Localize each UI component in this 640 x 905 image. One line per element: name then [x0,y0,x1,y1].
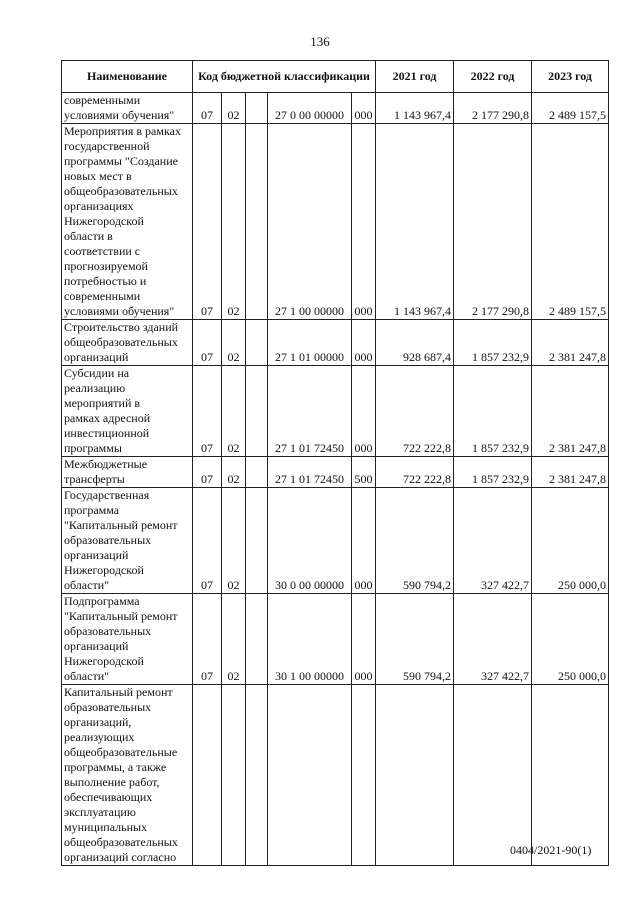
row-empty [246,685,268,866]
row-value-2021: 722 222,8 [376,457,454,488]
row-value-2023: 2 489 157,5 [532,124,609,320]
row-subsection: 02 [222,594,246,685]
row-expense-type: 000 [352,93,376,124]
row-subsection: 02 [222,93,246,124]
row-expense-type: 000 [352,320,376,366]
row-value-2022: 2 177 290,8 [454,93,532,124]
row-value-2021: 722 222,8 [376,366,454,457]
row-value-2023: 250 000,0 [532,488,609,594]
row-value-2021: 1 143 967,4 [376,93,454,124]
row-expense-type: 000 [352,594,376,685]
budget-table [61,60,609,866]
row-subsection [222,685,246,866]
row-value-2022: 327 422,7 [454,594,532,685]
row-expense-type [352,685,376,866]
row-target-article [268,685,352,866]
row-value-2023 [532,685,609,866]
row-value-2021 [376,685,454,866]
row-value-2021: 590 794,2 [376,488,454,594]
row-subsection: 02 [222,366,246,457]
row-value-2022 [454,685,532,866]
row-section: 07 [193,93,222,124]
row-value-2021: 928 687,4 [376,320,454,366]
row-target-article: 27 0 00 00000 [268,93,352,124]
header-name: Наименование [62,61,193,93]
row-section: 07 [193,366,222,457]
row-target-article: 27 1 01 00000 [268,320,352,366]
table-body [62,93,609,866]
row-empty [246,93,268,124]
row-target-article: 30 1 00 00000 [268,594,352,685]
header-code: Код бюджетной классификации [193,61,376,93]
row-name: Строительство зданий общеобразовательных организаций [62,320,193,366]
row-value-2022: 1 857 232,9 [454,457,532,488]
row-name: Государственная программа "Капитальный ремонт образовательных организаций Нижегородской области" [62,488,193,594]
table-row [62,93,609,124]
table-header-row [62,61,609,93]
row-expense-type: 000 [352,488,376,594]
row-empty [246,457,268,488]
row-subsection: 02 [222,320,246,366]
row-value-2022: 2 177 290,8 [454,124,532,320]
row-empty [246,124,268,320]
row-value-2023: 2 381 247,8 [532,320,609,366]
row-value-2021: 1 143 967,4 [376,124,454,320]
row-value-2023: 2 381 247,8 [532,457,609,488]
row-subsection: 02 [222,488,246,594]
row-value-2023: 250 000,0 [532,594,609,685]
table-row [62,594,609,685]
row-section [193,685,222,866]
table-row [62,488,609,594]
row-subsection: 02 [222,457,246,488]
row-section: 07 [193,594,222,685]
row-target-article: 27 1 00 00000 [268,124,352,320]
row-name: Капитальный ремонт образовательных организаций, реализующих общеобразовательные программы, а также выполнение работ, обеспечивающих эксплуатацию муниципальных общеобразовательных организаций согласно [62,685,193,866]
table-row [62,685,609,866]
row-value-2022: 327 422,7 [454,488,532,594]
table-row [62,320,609,366]
row-value-2022: 1 857 232,9 [454,320,532,366]
row-expense-type: 500 [352,457,376,488]
row-section: 07 [193,124,222,320]
row-value-2023: 2 489 157,5 [532,93,609,124]
row-target-article: 27 1 01 72450 [268,366,352,457]
table-row [62,124,609,320]
row-value-2023: 2 381 247,8 [532,366,609,457]
row-name: Подпрограмма "Капитальный ремонт образовательных организаций Нижегородской области" [62,594,193,685]
table-row [62,366,609,457]
row-value-2022: 1 857 232,9 [454,366,532,457]
row-expense-type: 000 [352,124,376,320]
row-subsection: 02 [222,124,246,320]
row-empty [246,320,268,366]
row-name: современными условиями обучения" [62,93,193,124]
table-row [62,457,609,488]
page-number: 136 [310,34,330,49]
header-2022: 2022 год [454,61,532,93]
row-section: 07 [193,488,222,594]
row-section: 07 [193,320,222,366]
header-2023: 2023 год [532,61,609,93]
row-empty [246,488,268,594]
row-name: Субсидии на реализацию мероприятий в рамках адресной инвестиционной программы [62,366,193,457]
row-empty [246,594,268,685]
row-target-article: 30 0 00 00000 [268,488,352,594]
row-empty [246,366,268,457]
row-value-2021: 590 794,2 [376,594,454,685]
row-section: 07 [193,457,222,488]
row-name: Межбюджетные трансферты [62,457,193,488]
header-2021: 2021 год [376,61,454,93]
row-expense-type: 000 [352,366,376,457]
row-name: Мероприятия в рамках государственной программы "Создание новых мест в общеобразовательных организациях Нижегородской области в соответствии с прогнозируемой потребностью и современными условиями обучения" [62,124,193,320]
document-code: 0404/2021-90(1) [510,843,592,857]
row-target-article: 27 1 01 72450 [268,457,352,488]
